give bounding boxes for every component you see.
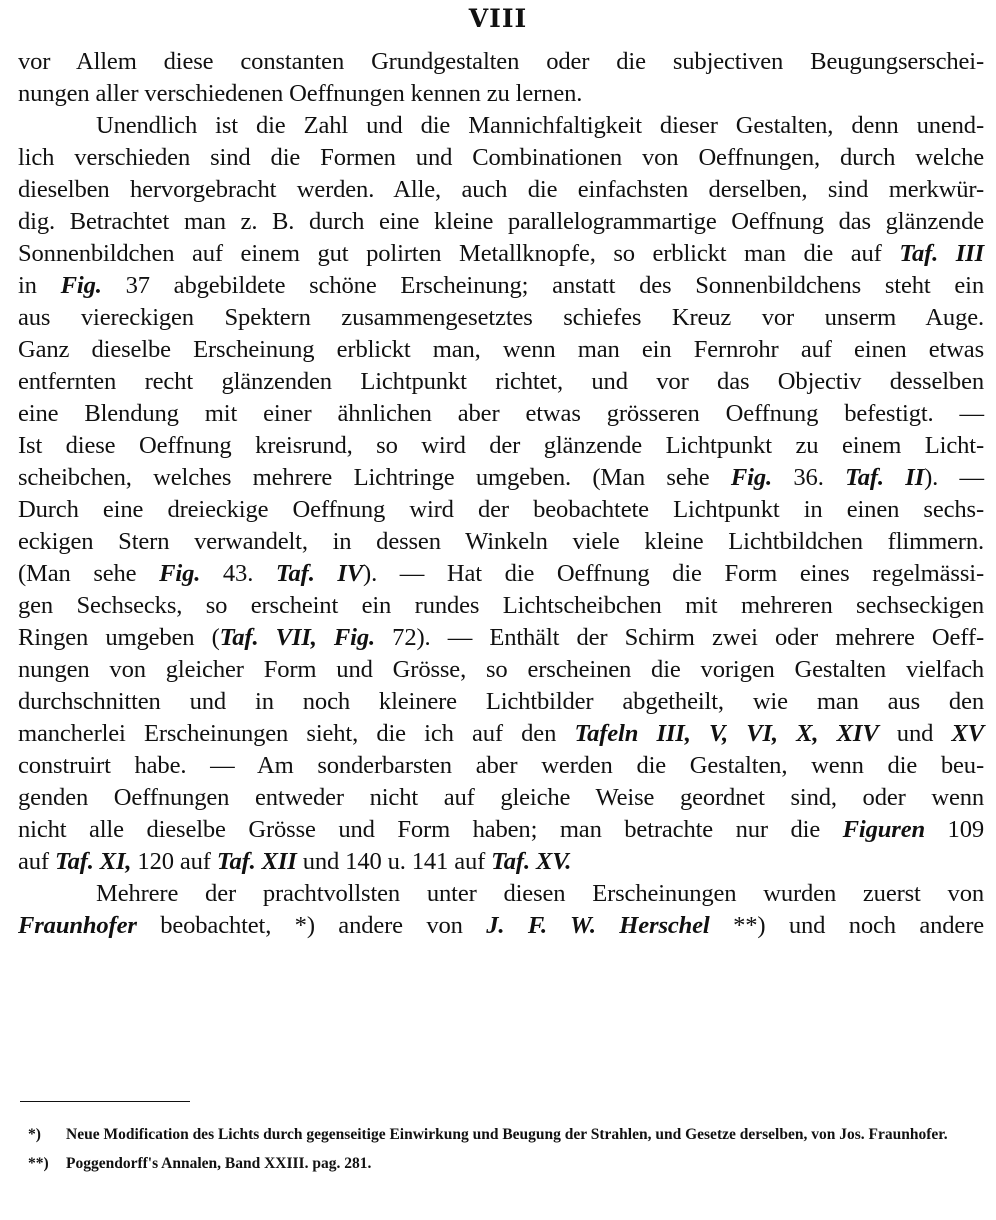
text-run: gen Sechsecks, so erscheint ein rundes Lichtscheibchen mit mehreren sechseckigen — [18, 592, 984, 619]
text-run: auf — [18, 848, 55, 875]
text-run: in — [18, 272, 61, 299]
italic-reference: Taf. XV. — [491, 848, 572, 875]
text-run: dig. Betrachtet man z. B. durch eine kleine parallelogrammartige Oeffnung das glänzende — [18, 208, 984, 235]
text-line — [18, 206, 984, 238]
page-number: VIII — [468, 4, 528, 33]
text-run: Durch eine dreieckige Oeffnung wird der beobachtete Lichtpunkt in einen sechs- — [18, 496, 984, 523]
text-run: 120 auf — [131, 848, 217, 875]
text-run: durchschnitten und in noch kleinere Lichtbilder abgetheilt, wie man aus den — [18, 688, 984, 715]
text-line — [18, 654, 984, 686]
text-run: Unendlich ist die Zahl und die Mannichfaltigkeit dieser Gestalten, denn unend- — [96, 112, 984, 139]
text-run: Ganz dieselbe Erscheinung erblickt man, wenn man ein Fernrohr auf einen etwas — [18, 336, 984, 363]
text-line — [18, 366, 984, 398]
text-run: construirt habe. — Am sonderbarsten aber werden die Gestalten, wenn die beu- — [18, 752, 984, 779]
text-line — [18, 526, 984, 558]
italic-reference: Fig. — [60, 272, 102, 299]
text-run: **) und noch andere — [709, 912, 985, 939]
text-run: 72). — Enthält der Schirm zwei oder mehrere Oeff- — [375, 624, 984, 651]
italic-reference: Taf. IV — [275, 560, 364, 587]
italic-reference: XV — [951, 720, 984, 747]
text-run: nungen von gleicher Form und Grösse, so erscheinen die vorigen Gestalten vielfach — [18, 656, 984, 683]
text-line — [18, 494, 984, 526]
text-run: nungen aller verschiedenen Oeffnungen kennen zu lernen. — [18, 80, 583, 107]
text-run: beobachtet, *) andere von — [136, 912, 487, 939]
text-run: Ist diese Oeffnung kreisrund, so wird der glänzende Lichtpunkt zu einem Licht- — [18, 432, 984, 459]
text-run: entfernten recht glänzenden Lichtpunkt richtet, und vor das Objectiv desselben — [18, 368, 984, 395]
text-run: Ringen umgeben ( — [18, 624, 220, 651]
text-line — [18, 110, 984, 142]
text-run: 36. — [772, 464, 846, 491]
text-run: 43. — [200, 560, 276, 587]
text-run: mancherlei Erscheinungen sieht, die ich auf den — [18, 720, 575, 747]
text-run: eine Blendung mit einer ähnlichen aber etwas grösseren Oeffnung befestigt. — — [18, 400, 984, 427]
text-line — [18, 878, 984, 910]
footnote-marker: *) — [28, 1126, 41, 1143]
text-run: dieselben hervorgebracht werden. Alle, auch die einfachsten derselben, sind merkwür- — [18, 176, 984, 203]
text-line — [18, 142, 984, 174]
text-line — [18, 590, 984, 622]
text-line — [18, 558, 984, 590]
text-line — [18, 846, 984, 878]
footnote-marker: **) — [28, 1155, 49, 1172]
text-line — [18, 238, 984, 270]
text-line — [18, 622, 984, 654]
text-run: 109 — [924, 816, 984, 843]
text-run: (Man sehe — [18, 560, 160, 587]
text-line — [18, 910, 984, 942]
text-run: Sonnenbildchen auf einem gut polirten Metallknopfe, so erblickt man die auf — [18, 240, 900, 267]
italic-reference: Fraunhofer — [18, 912, 137, 939]
text-line — [18, 398, 984, 430]
italic-reference: Taf. III — [899, 240, 985, 267]
text-line — [18, 334, 984, 366]
text-line — [18, 782, 984, 814]
text-run: und 140 u. 141 auf — [296, 848, 492, 875]
text-line — [18, 302, 984, 334]
footnote-text: Neue Modification des Lichts durch gegenseitige Einwirkung und Beugung der Strahlen, und Gesetze derselben, von Jos. Fraunhofer. — [66, 1126, 948, 1143]
text-run: eckigen Stern verwandelt, in dessen Winkeln viele kleine Lichtbildchen flimmern. — [18, 528, 984, 555]
text-run: ). — — [924, 464, 984, 491]
text-run: lich verschieden sind die Formen und Combinationen von Oeffnungen, durch welche — [18, 144, 984, 171]
text-run: und — [878, 720, 952, 747]
text-line — [18, 430, 984, 462]
text-run: scheibchen, welches mehrere Lichtringe umgeben. (Man sehe — [18, 464, 731, 491]
italic-reference: Taf. II — [845, 464, 925, 491]
text-run: nicht alle dieselbe Grösse und Form haben; man betrachte nur die — [18, 816, 843, 843]
text-line — [18, 718, 984, 750]
italic-reference: Taf. XI, — [54, 848, 132, 875]
text-line — [18, 46, 984, 78]
body-text — [18, 46, 984, 942]
italic-reference: Fig. — [730, 464, 773, 491]
text-line — [18, 174, 984, 206]
text-line — [18, 78, 984, 110]
italic-reference: J. F. W. Herschel — [486, 912, 710, 939]
text-run: aus viereckigen Spektern zusammengesetztes schiefes Kreuz vor unserm Auge. — [18, 304, 984, 331]
text-line — [18, 462, 984, 494]
footnote-rule — [20, 1101, 190, 1102]
footnotes — [20, 1124, 986, 1182]
text-line — [18, 686, 984, 718]
text-run: Mehrere der prachtvollsten unter diesen Erscheinungen wurden zuerst von — [96, 880, 984, 907]
text-run: ). — Hat die Oeffnung die Form eines regelmässi- — [363, 560, 984, 587]
italic-reference: Taf. XII — [216, 848, 297, 875]
italic-reference: Fig. — [159, 560, 201, 587]
text-line — [18, 814, 984, 846]
text-line — [18, 270, 984, 302]
text-run: genden Oeffnungen entweder nicht auf gleiche Weise geordnet sind, oder wenn — [18, 784, 984, 811]
footnote — [20, 1124, 986, 1145]
text-line — [18, 750, 984, 782]
italic-reference: Tafeln III, V, VI, X, XIV — [574, 720, 879, 747]
italic-reference: Taf. VII, Fig. — [219, 624, 375, 651]
text-run: 37 abgebildete schöne Erscheinung; anstatt des Sonnenbildchens steht ein — [101, 272, 984, 299]
text-run: vor Allem diese constanten Grundgestalten oder die subjectiven Beugungserschei- — [18, 48, 984, 75]
footnote-text: Poggendorff's Annalen, Band XXIII. pag. 281. — [66, 1155, 372, 1172]
footnote — [20, 1153, 986, 1174]
italic-reference: Figuren — [842, 816, 925, 843]
